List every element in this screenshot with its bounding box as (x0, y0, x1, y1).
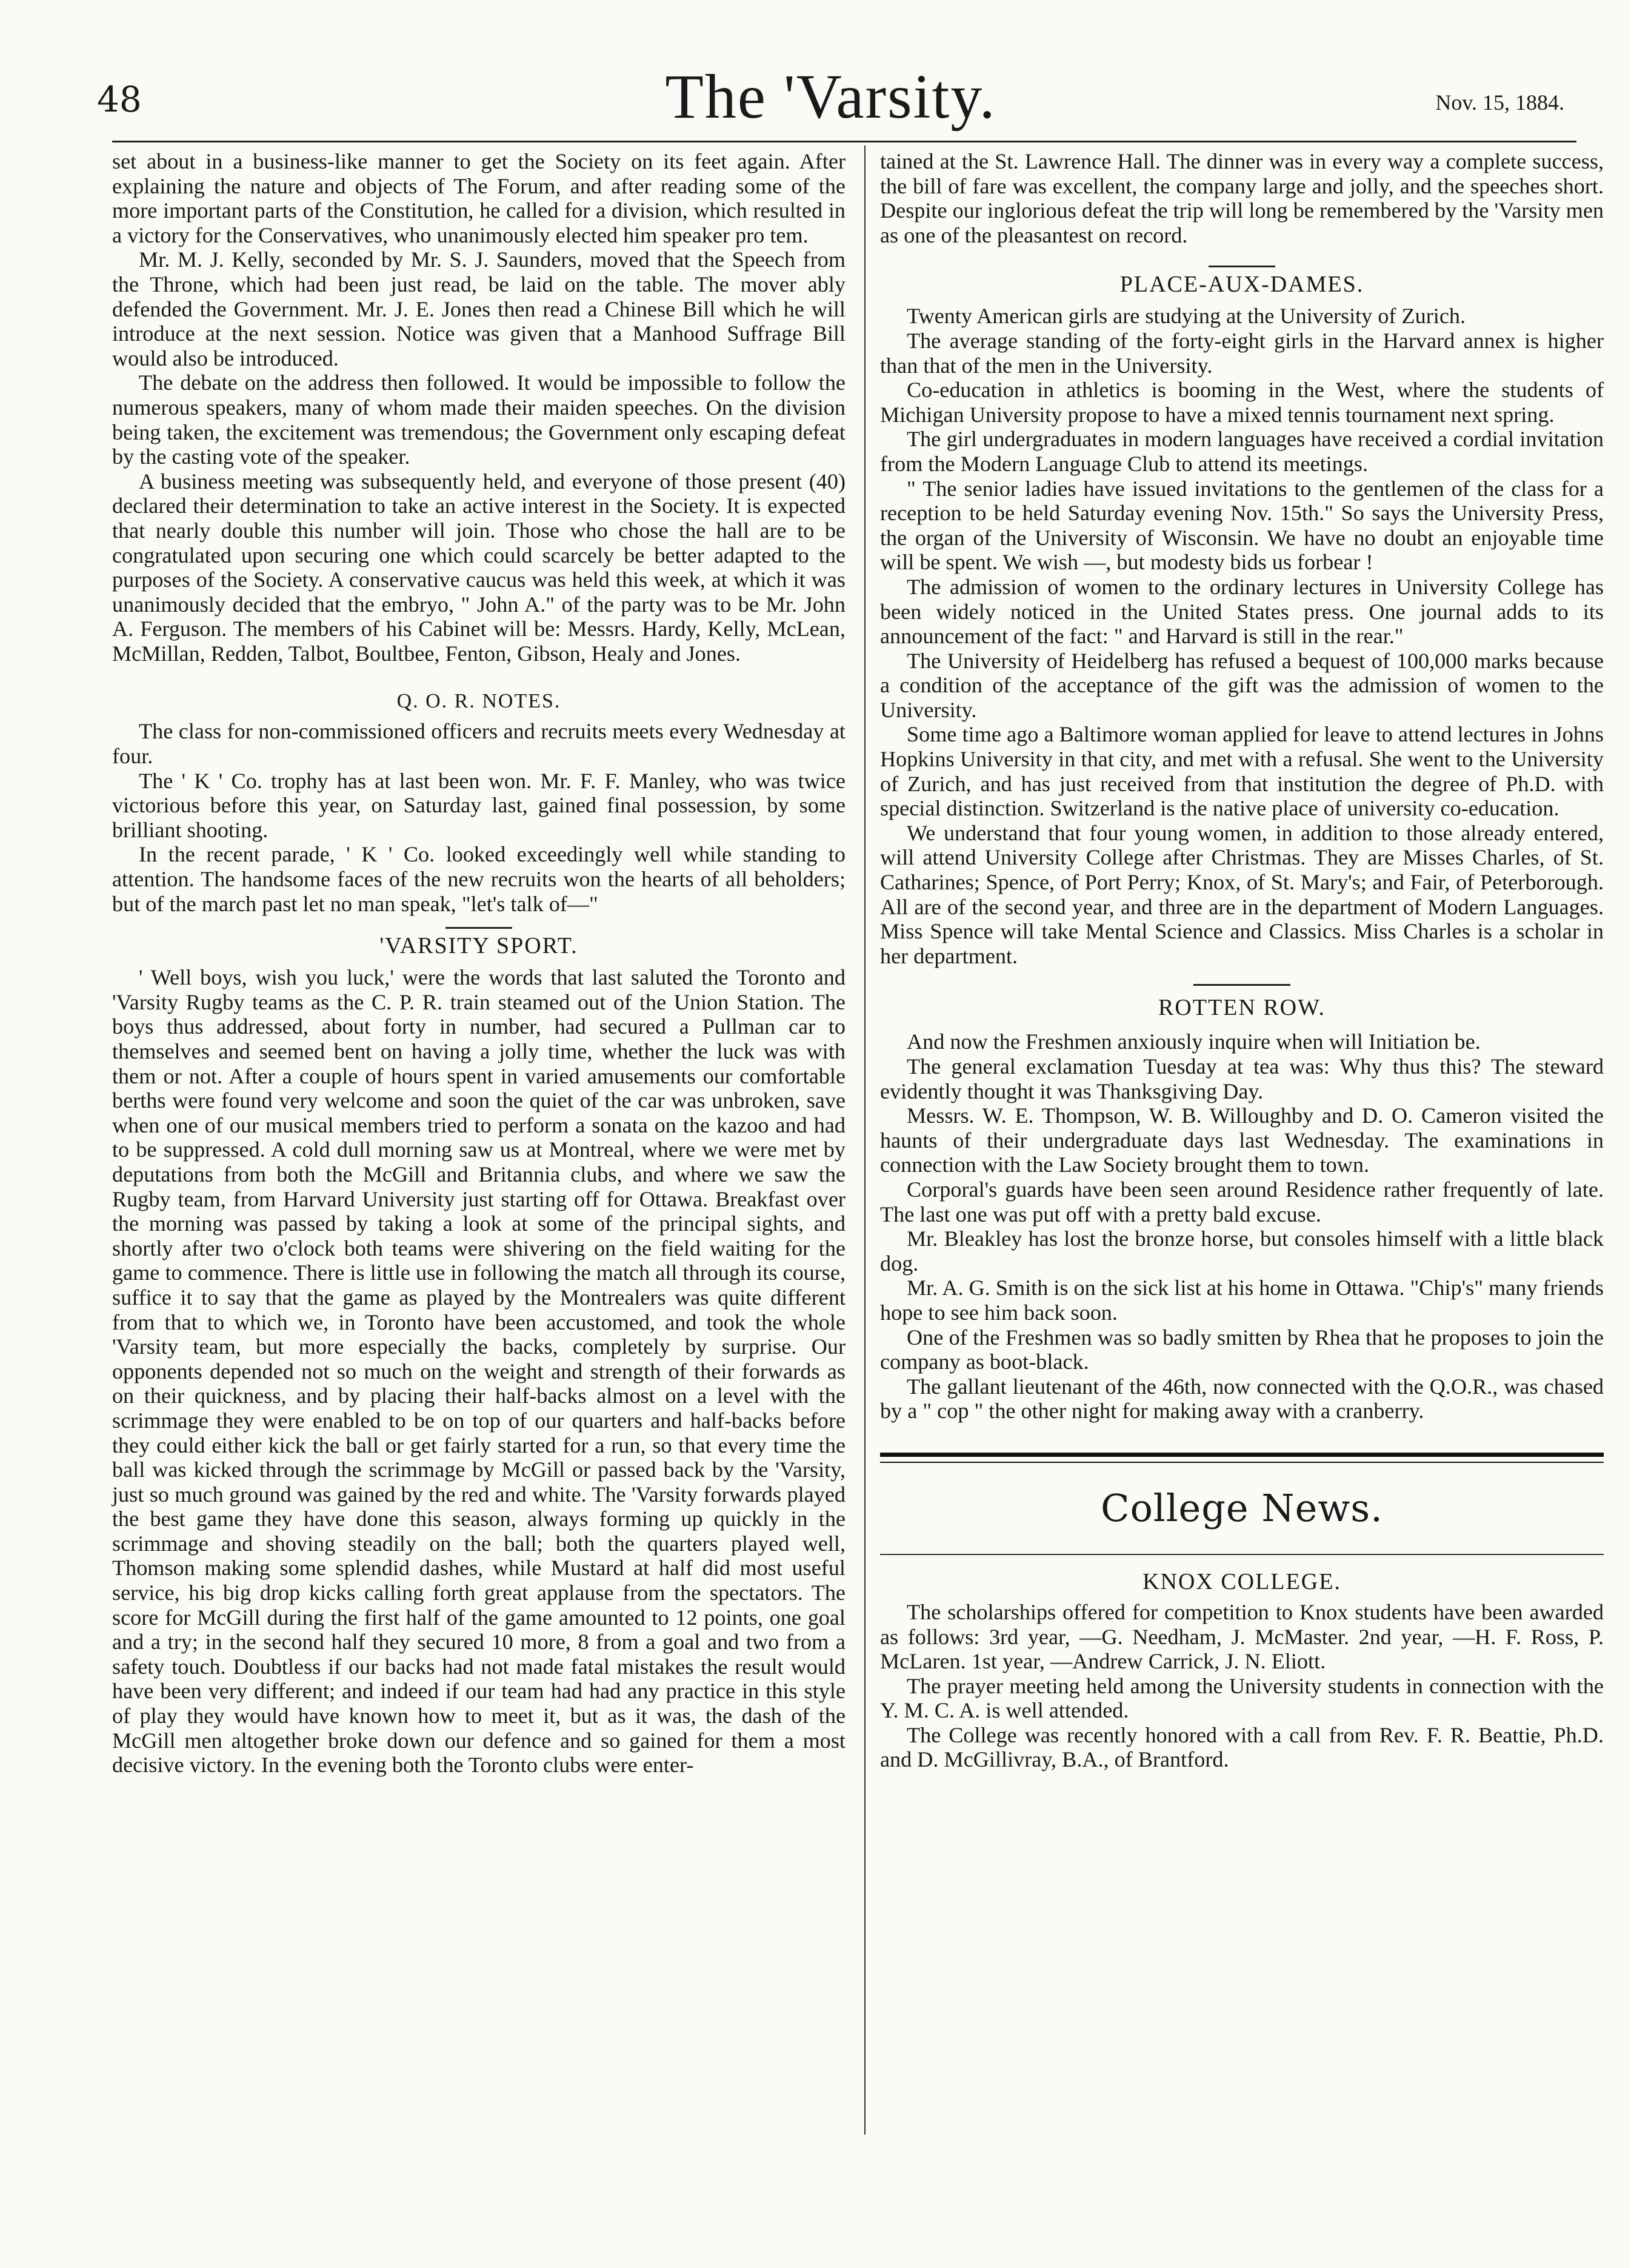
section-heading-qor: Q. O. R. NOTES. (396, 690, 561, 713)
forum-paragraph: set about in a business-like manner to get the Society on its feet again. After explaining the nature and objects of The Forum, and after reading some of the more important parts of the Constitution, he called for a division, which resulted in a victory for the Conservatives, who unanimously elected him speaker pro tem. (112, 149, 846, 247)
forum-paragraph: Mr. M. J. Kelly, seconded by Mr. S. J. Saunders, moved that the Speech from the Throne, which had been just read, be laid on the table. The mover ably defended the Government. Mr. J. E. Jones then read a Chinese Bill which he will introduce at the next session. Notice was given that a Manhood Suffrage Bill would also be introduced. (112, 247, 846, 370)
rotten-row-paragraph: Messrs. W. E. Thompson, W. B. Willoughby and D. O. Cameron visited the haunts of their undergraduate days last Wednesday. The examinations in connection with the Law Society brought them to town. (880, 1103, 1604, 1177)
section-separator (445, 927, 512, 929)
qor-paragraph: In the recent parade, ' K ' Co. looked exceedingly well while standing to attention. The handsome faces of the new recruits won the hearts of all beholders; but of the march past let no man speak, "let's talk of—" (112, 842, 846, 916)
dames-paragraph: The girl undergraduates in modern languages have received a cordial invitation from the Modern Language Club to attend its meetings. (880, 427, 1604, 476)
section-heading-rotten-row: ROTTEN ROW. (1158, 995, 1326, 1021)
sport-continued-paragraph: tained at the St. Lawrence Hall. The dinner was in every way a complete success, the bill of fare was excellent, the company large and jolly, and the speeches short. Despite our inglorious defeat the trip will long be remembered by the 'Varsity men as one of the pleasantest on record. (880, 149, 1604, 247)
left-column (112, 149, 846, 1778)
section-heading-sport: 'VARSITY SPORT. (379, 933, 578, 959)
forum-paragraph: A business meeting was subsequently held, and everyone of those present (40) declared their determination to take an active interest in the Society. It is expected that nearly double this number will join. Those who chose the hall are to be congratulated upon securing one which could scarcely be better adapted to the purposes of the Society. A conservative caucus was held this week, at which it was unanimously decided that the embryo, " John A." of the party was to be Mr. John A. Ferguson. The members of his Cabinet will be: Messrs. Hardy, Kelly, McLean, McMillan, Redden, Talbot, Boultbee, Fenton, Gibson, Healy and Jones. (112, 469, 846, 666)
knox-paragraph: The prayer meeting held among the University students in connection with the Y. M. C. A. is well attended. (880, 1673, 1604, 1723)
forum-paragraph: The debate on the address then followed. It would be impossible to follow the numerous speakers, many of whom made their maiden speeches. On the division being taken, the excitement was tremendous; the Government only escaping defeat by the casting vote of the speaker. (112, 370, 846, 469)
dames-paragraph: Co-education in athletics is booming in the West, where the students of Michigan University propose to have a mixed tennis tournament next spring. (880, 378, 1604, 427)
column-divider (864, 146, 866, 2135)
dames-paragraph: Some time ago a Baltimore woman applied for leave to attend lectures in Johns Hopkins University in that city, and met with a refusal. She went to the University of Zurich, and has just received from that institution the degree of Ph.D. with special distinction. Switzerland is the native place of university co-education. (880, 722, 1604, 821)
page-number: 48 (97, 79, 142, 120)
section-heading-knox: KNOX COLLEGE. (1142, 1568, 1341, 1594)
knox-paragraph: The College was recently honored with a call from Rev. F. R. Beattie, Ph.D. and D. McGillivray, B.A., of Brantford. (880, 1722, 1604, 1772)
rotten-row-paragraph: Mr. Bleakley has lost the bronze horse, but consoles himself with a little black dog. (880, 1226, 1604, 1276)
masthead (85, 61, 1576, 139)
right-column (880, 149, 1604, 1772)
publication-title: The 'Varsity. (665, 62, 996, 132)
knox-paragraph: The scholarships offered for competition to Knox students have been awarded as follows: 3rd year, —G. Needham, J. McMaster. 2nd year, —H. F. Ross, P. McLaren. 1st year, —Andrew Carrick, J. N. Eliott. (880, 1599, 1604, 1674)
header-rule (112, 141, 1576, 142)
dames-paragraph: We understand that four young women, in addition to those already entered, will attend University College after Christmas. They are Misses Charles, of St. Catharines; Spence, of Port Perry; Knox, of St. Mary's; and Fair, of Peterborough. All are of the second year, and three are in the department of Modern Languages. Miss Spence will take Mental Science and Classics. Miss Charles is a scholar in her department. (880, 820, 1604, 968)
section-heading-dames: PLACE-AUX-DAMES. (1119, 272, 1364, 298)
section-separator (1193, 984, 1290, 986)
sport-paragraph: ' Well boys, wish you luck,' were the words that last saluted the Toronto and 'Varsity Rugby teams as the C. P. R. train steamed out of the Union Station. The boys thus addressed, about forty in number, had secured a Pullman car to themselves and seemed bent on having a jolly time, whether the luck was with them or not. After a couple of hours spent in varied amusements our comfortable berths were found very welcome and soon the quiet of the car was unbroken, save when one of our musical members tried to perform a sonata on the kazoo and had to be suppressed. A cold dull morning saw us at Montreal, where we were met by deputations from both the McGill and Britannia clubs, and where we saw the Rugby team, from Harvard University just starting off for Ottawa. Breakfast over the morning was passed by taking a look at some of the principal sights, and shortly after two o'clock both teams were shivering on the field waiting for the game to commence. There is little use in following the match all through its course, suffice it to say that the game as played by the Montrealers was quite different from that to which we, in Toronto have been accustomed, and took the whole 'Varsity team, but more especially the backs, completely by surprise. Our opponents depended not so much on the weight and strength of their forwards as on their quickness, and by placing their half-backs almost on a level with the scrimmage they were enabled to be on top of our quarters and half-backs before they could either kick the ball or get fairly started for a run, so that every time the ball was kicked through the scrimmage by McGill or passed back by the 'Varsity, just so much ground was gained by the red and white. The 'Varsity forwards played the best game they have done this season, always forming up quickly in the scrimmage and shoving steadily on the ball; both the quarters played well, Thomson making some splendid dashes, while Mustard at half did most useful service, his big drop kicks calling forth great applause from the spectators. The score for McGill during the first half of the game amounted to 12 points, one goal and a try; in the second half they secured 10 more, 8 from a goal and two from a safety touch. Doubtless if our backs had not made fatal mistakes the result would have been very different; and indeed if our team had had any practice in this style of play they would have known how to meet it, but as it was, the dash of the McGill men altogether broke down our defence and so gained for them a most decisive victory. In the evening both the Toronto clubs were enter- (112, 965, 846, 1778)
qor-paragraph: The ' K ' Co. trophy has at last been won. Mr. F. F. Manley, who was twice victorious before this year, on Saturday last, gained final possession, by some brilliant shooting. (112, 768, 846, 842)
department-rule-bottom (880, 1554, 1604, 1555)
dames-paragraph: The average standing of the forty-eight girls in the Harvard annex is higher than that of the men in the University. (880, 328, 1604, 378)
department-rule-top (880, 1453, 1604, 1463)
rotten-row-paragraph: Mr. A. G. Smith is on the sick list at his home in Ottawa. "Chip's" many friends hope to see him back soon. (880, 1276, 1604, 1325)
dames-paragraph: The University of Heidelberg has refused a bequest of 100,000 marks because a condition of the acceptance of the gift was the admission of women to the University. (880, 648, 1604, 722)
rotten-row-paragraph: Corporal's guards have been seen around Residence rather frequently of late. The last one was put off with a pretty bald excuse. (880, 1177, 1604, 1226)
college-news-heading: College News. (1101, 1485, 1383, 1530)
rotten-row-paragraph: The general exclamation Tuesday at tea was: Why thus this? The steward evidently thought it was Thanksgiving Day. (880, 1054, 1604, 1103)
issue-date: Nov. 15, 1884. (1435, 90, 1564, 115)
rotten-row-paragraph: One of the Freshmen was so badly smitten by Rhea that he proposes to join the company as boot-black. (880, 1325, 1604, 1374)
section-separator (1209, 266, 1275, 267)
rotten-row-paragraph: The gallant lieutenant of the 46th, now connected with the Q.O.R., was chased by a " cop " the other night for making away with a cranberry. (880, 1374, 1604, 1423)
dames-paragraph: The admission of women to the ordinary lectures in University College has been widely noticed in the United States press. One journal adds to its announcement of the fact: " and Harvard is still in the rear." (880, 574, 1604, 649)
rotten-row-paragraph: And now the Freshmen anxiously inquire when will Initiation be. (907, 1029, 1481, 1054)
qor-paragraph: The class for non-commissioned officers and recruits meets every Wednesday at four. (112, 719, 846, 769)
dames-paragraph: Twenty American girls are studying at the University of Zurich. (907, 304, 1466, 329)
dames-paragraph: " The senior ladies have issued invitations to the gentlemen of the class for a reception to be held Saturday evening Nov. 15th." So says the University Press, the organ of the University of Wisconsin. We have no doubt an enjoyable time will be spent. We wish —, but modesty bids us forbear ! (880, 476, 1604, 575)
